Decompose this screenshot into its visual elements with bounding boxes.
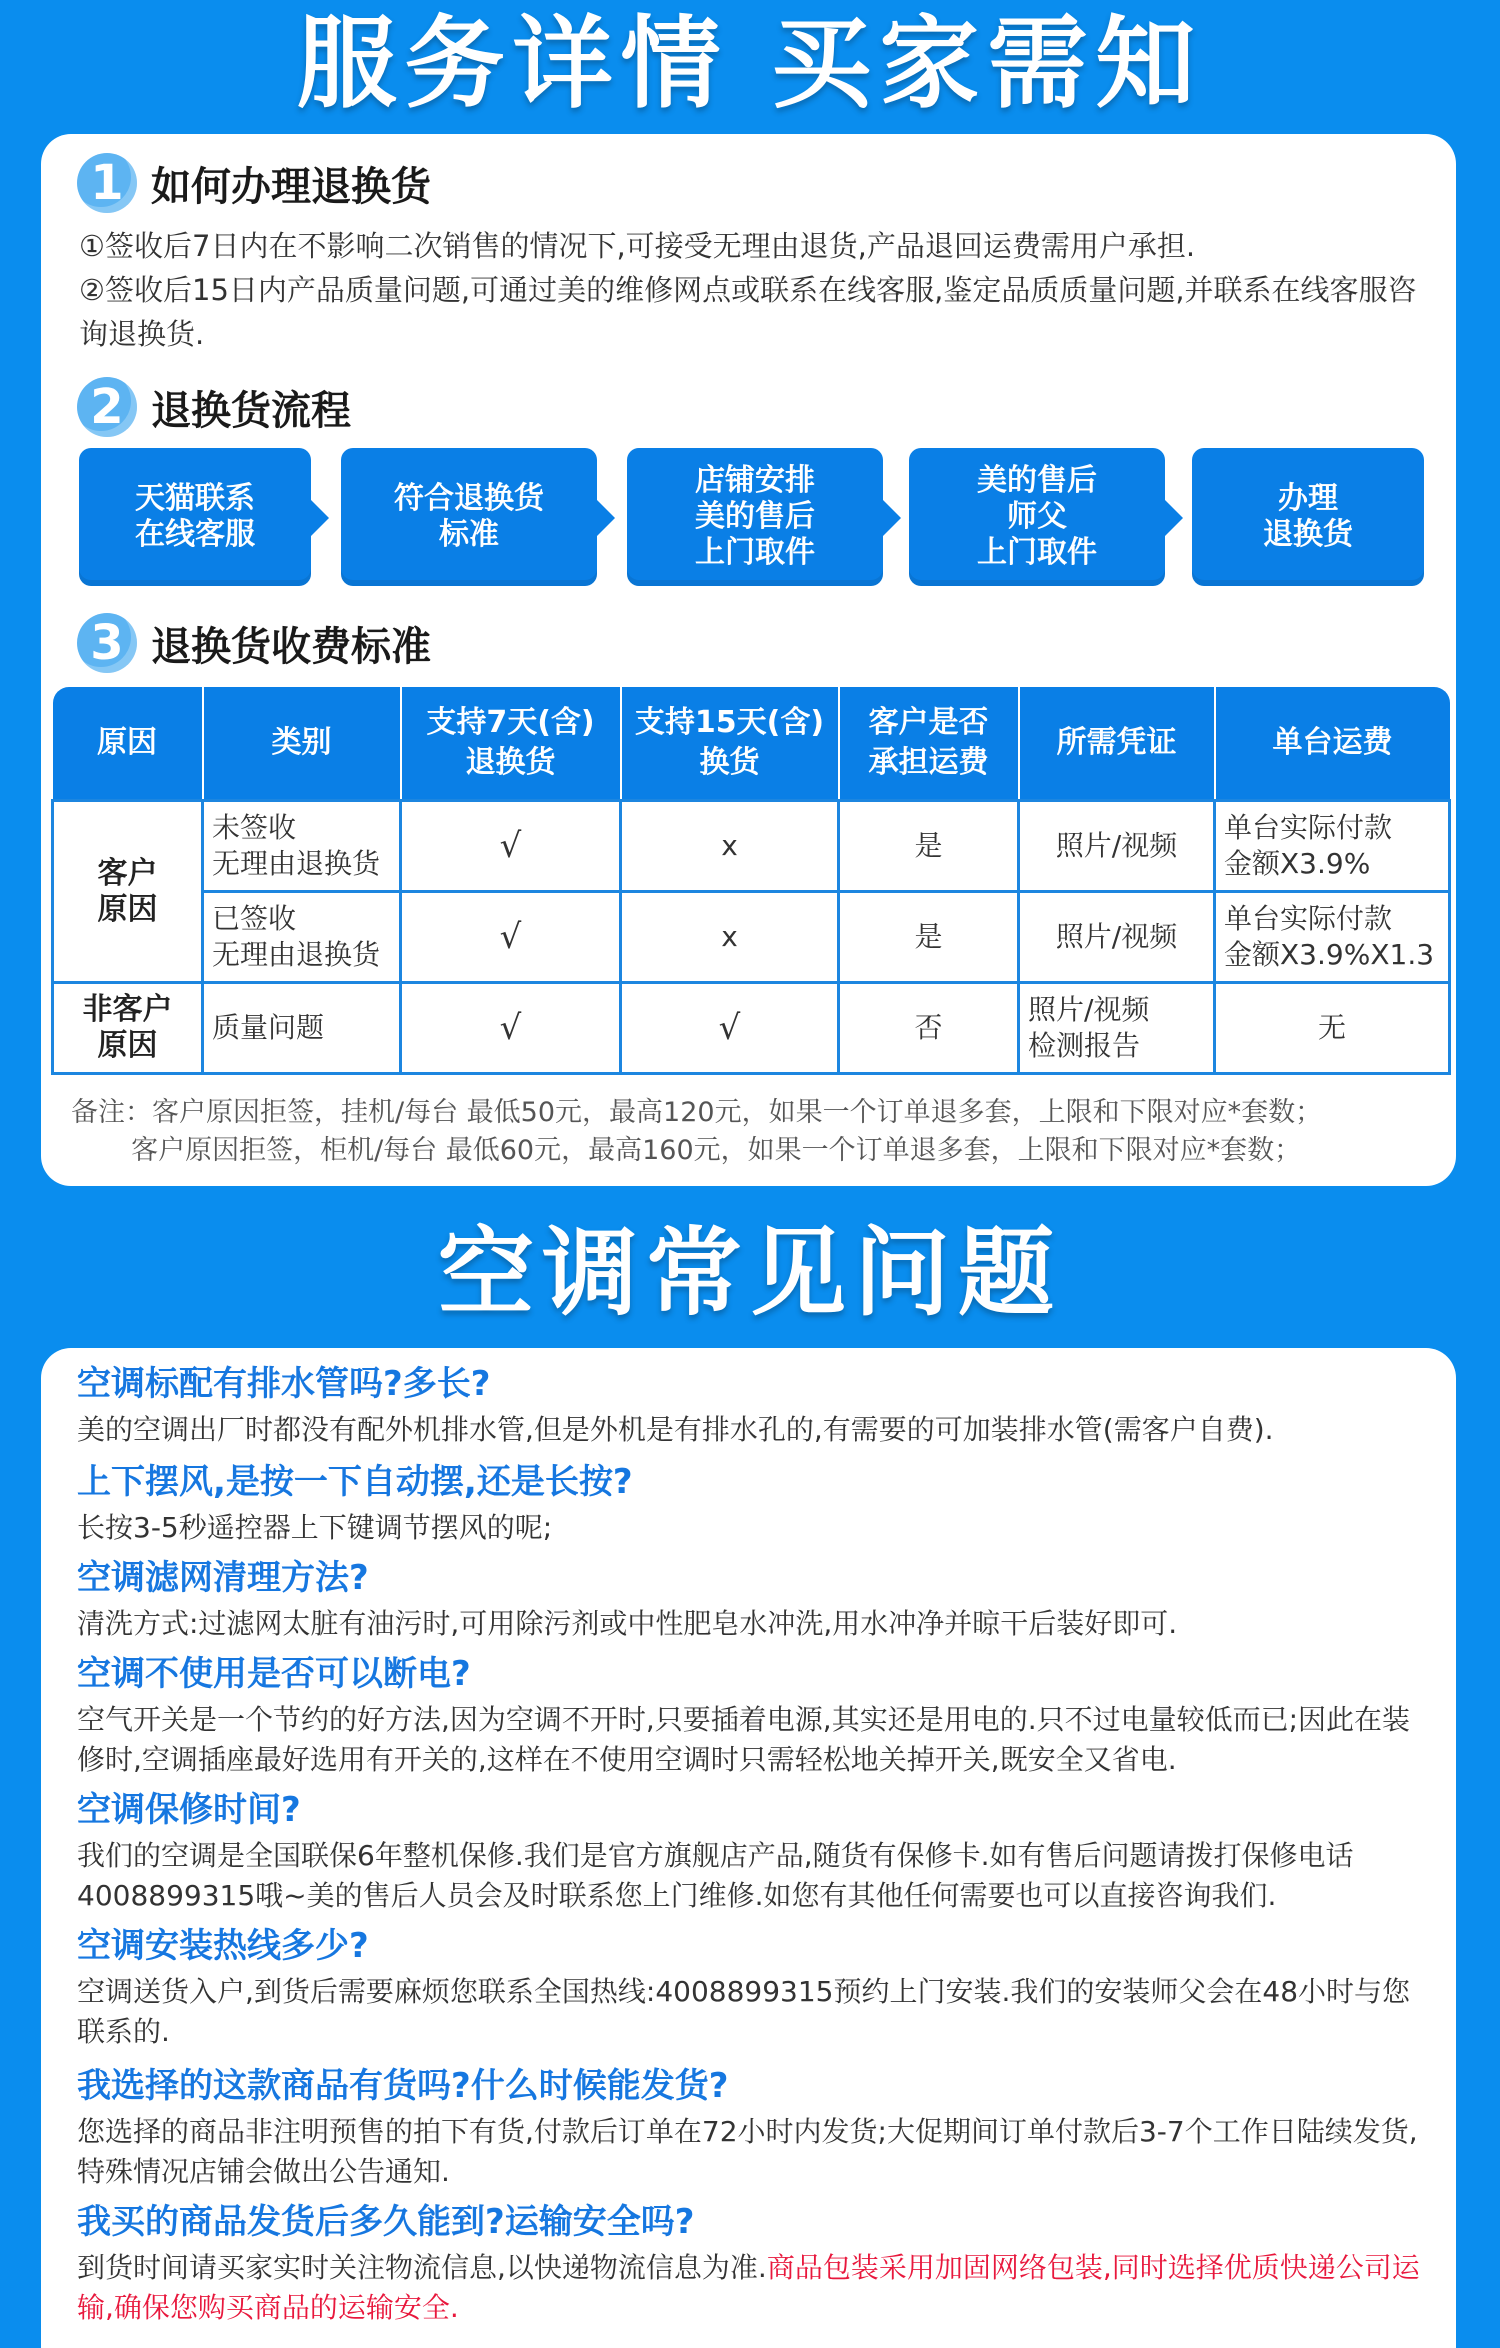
table-row: [53, 983, 1450, 1074]
flow-step-3: 店铺安排 美的售后 上门取件: [627, 448, 883, 586]
table-header-row: [53, 687, 1450, 801]
faq-question: 空调安装热线多少?: [77, 1926, 369, 1966]
fee-note-1: 备注：客户原因拒签，挂机/每台 最低50元，最高120元，如果一个订单退多套，上限和下限对应*套数；: [71, 1097, 1323, 1128]
flow-step-1: 天猫联系 在线客服: [79, 448, 311, 586]
section-number-3: 3: [77, 613, 137, 673]
cell-fee: 单台实际付款 金额X3.9%X1.3: [1215, 892, 1450, 983]
faq-question: 我买的商品发货后多久能到?运输安全吗?: [77, 2202, 695, 2242]
faq-item: [77, 2200, 1437, 2328]
section-title: 退换货流程: [151, 387, 351, 434]
cell-proof: 照片/视频: [1019, 892, 1215, 983]
faq-answer-highlight: 商品包装采用加固网络包装,同时选择优质快递公司运输,确保您购买商品的运输安全.: [77, 2251, 1420, 2324]
return-rule-1: ①签收后7日内在不影响二次销售的情况下,可接受无理由退货,产品退回运费需用户承担.: [79, 229, 1196, 263]
header-reason: 原因: [53, 687, 203, 801]
faq-item: [77, 1460, 1437, 1548]
header-proof: 所需凭证: [1019, 687, 1215, 801]
flow-step-5: 办理 退换货: [1192, 448, 1424, 586]
faq-answer: 清洗方式:过滤网太脏有油污时,可用除污剂或中性肥皂水冲洗,用水冲净并晾干后装好即可.: [77, 1607, 1178, 1640]
cell-fee: 无: [1215, 983, 1450, 1074]
faq-answer: 空调送货入户,到货后需要麻烦您联系全国热线:4008899315预约上门安装.我们的安装师父会在48小时与您联系的.: [77, 1975, 1411, 2048]
cell-reason: 客户 原因: [53, 801, 203, 983]
header-category: 类别: [203, 687, 401, 801]
faq-answer: 长按3-5秒遥控器上下键调节摆风的呢;: [77, 1511, 553, 1544]
cell-15day: x: [621, 892, 839, 983]
cell-15day: √: [621, 983, 839, 1074]
faq-answer: 空气开关是一个节约的好方法,因为空调不开时,只要插着电源,其实还是用电的.只不过电量较低而已;因此在装修时,空调插座最好选用有开关的,这样在不使用空调时只需轻松地关掉开关,既安全又省电.: [77, 1703, 1411, 1776]
cell-category: 已签收 无理由退换货: [203, 892, 401, 983]
faq-question: 我选择的这款商品有货吗?什么时候能发货?: [77, 2066, 729, 2106]
faq-item: [77, 1556, 1437, 1644]
faq-item: [77, 1924, 1437, 2052]
cell-category: 质量问题: [203, 983, 401, 1074]
faq-item: [77, 2064, 1437, 2192]
cell-fee: 单台实际付款 金额X3.9%: [1215, 801, 1450, 892]
faq-question: 上下摆风,是按一下自动摆,还是长按?: [77, 1462, 633, 1502]
faq-title: 空调常见问题: [438, 1217, 1062, 1329]
cell-7day: √: [401, 801, 621, 892]
faq-question: 空调标配有排水管吗?多长?: [77, 1364, 491, 1404]
flow-step-2: 符合退换货 标准: [341, 448, 597, 586]
service-panel: [41, 134, 1456, 1186]
faq-answer: [77, 2248, 1437, 2328]
return-rule-2: ②签收后15日内产品质量问题,可通过美的维修网点或联系在线客服,鉴定品质质量问题,并联系在线客服咨询退换货.: [79, 273, 1417, 351]
cell-shipping-paid: 是: [839, 801, 1019, 892]
section-title: 退换货收费标准: [151, 623, 431, 670]
cell-shipping-paid: 是: [839, 892, 1019, 983]
cell-shipping-paid: 否: [839, 983, 1019, 1074]
section-number-2: 2: [77, 377, 137, 437]
faq-item: [77, 1788, 1437, 1916]
cell-category: 未签收 无理由退换货: [203, 801, 401, 892]
faq-answer: 您选择的商品非注明预售的拍下有货,付款后订单在72小时内发货;大促期间订单付款后3-7个工作日陆续发货,特殊情况店铺会做出公告通知.: [77, 2115, 1418, 2188]
faq-answer: 美的空调出厂时都没有配外机排水管,但是外机是有排水孔的,有需要的可加装排水管(需客户自费).: [77, 1413, 1274, 1446]
table-row: [53, 892, 1450, 983]
section-return-flow: [77, 374, 351, 440]
header-7day: 支持7天(含) 退换货: [401, 687, 621, 801]
section-return-how: [77, 150, 431, 216]
cell-7day: √: [401, 892, 621, 983]
faq-question: 空调滤网清理方法?: [77, 1558, 369, 1598]
flow-step-4: 美的售后 师父 上门取件: [909, 448, 1165, 586]
faq-item: [77, 1362, 1437, 1450]
cell-reason: 非客户 原因: [53, 983, 203, 1074]
cell-proof: 照片/视频: [1019, 801, 1215, 892]
section-title: 如何办理退换货: [151, 163, 431, 210]
section-fee-standard: [77, 610, 431, 676]
fee-table: [51, 687, 1451, 1075]
cell-proof: 照片/视频 检测报告: [1019, 983, 1215, 1074]
header-shipping-paid: 客户是否 承担运费: [839, 687, 1019, 801]
faq-panel: [41, 1348, 1456, 2348]
faq-question: 空调不使用是否可以断电?: [77, 1654, 471, 1694]
header-15day: 支持15天(含) 换货: [621, 687, 839, 801]
fee-note-2: 客户原因拒签，柜机/每台 最低60元，最高160元，如果一个订单退多套，上限和下限对应*套数；: [71, 1135, 1302, 1166]
service-title: 服务详情 买家需知: [296, 5, 1204, 122]
cell-15day: x: [621, 801, 839, 892]
faq-question: 空调保修时间?: [77, 1790, 301, 1830]
return-flow: [79, 448, 1424, 588]
faq-answer: 我们的空调是全国联保6年整机保修.我们是官方旗舰店产品,随货有保修卡.如有售后问题请拨打保修电话4008899315哦~美的售后人员会及时联系您上门维修.如您有其他任何需要也可以直接咨询我们.: [77, 1839, 1354, 1912]
faq-answer-text: 到货时间请买家实时关注物流信息,以快递物流信息为准.: [77, 2251, 767, 2284]
section-number-1: 1: [77, 153, 137, 213]
header-fee: 单台运费: [1215, 687, 1450, 801]
cell-7day: √: [401, 983, 621, 1074]
table-row: [53, 801, 1450, 892]
faq-item: [77, 1652, 1437, 1780]
